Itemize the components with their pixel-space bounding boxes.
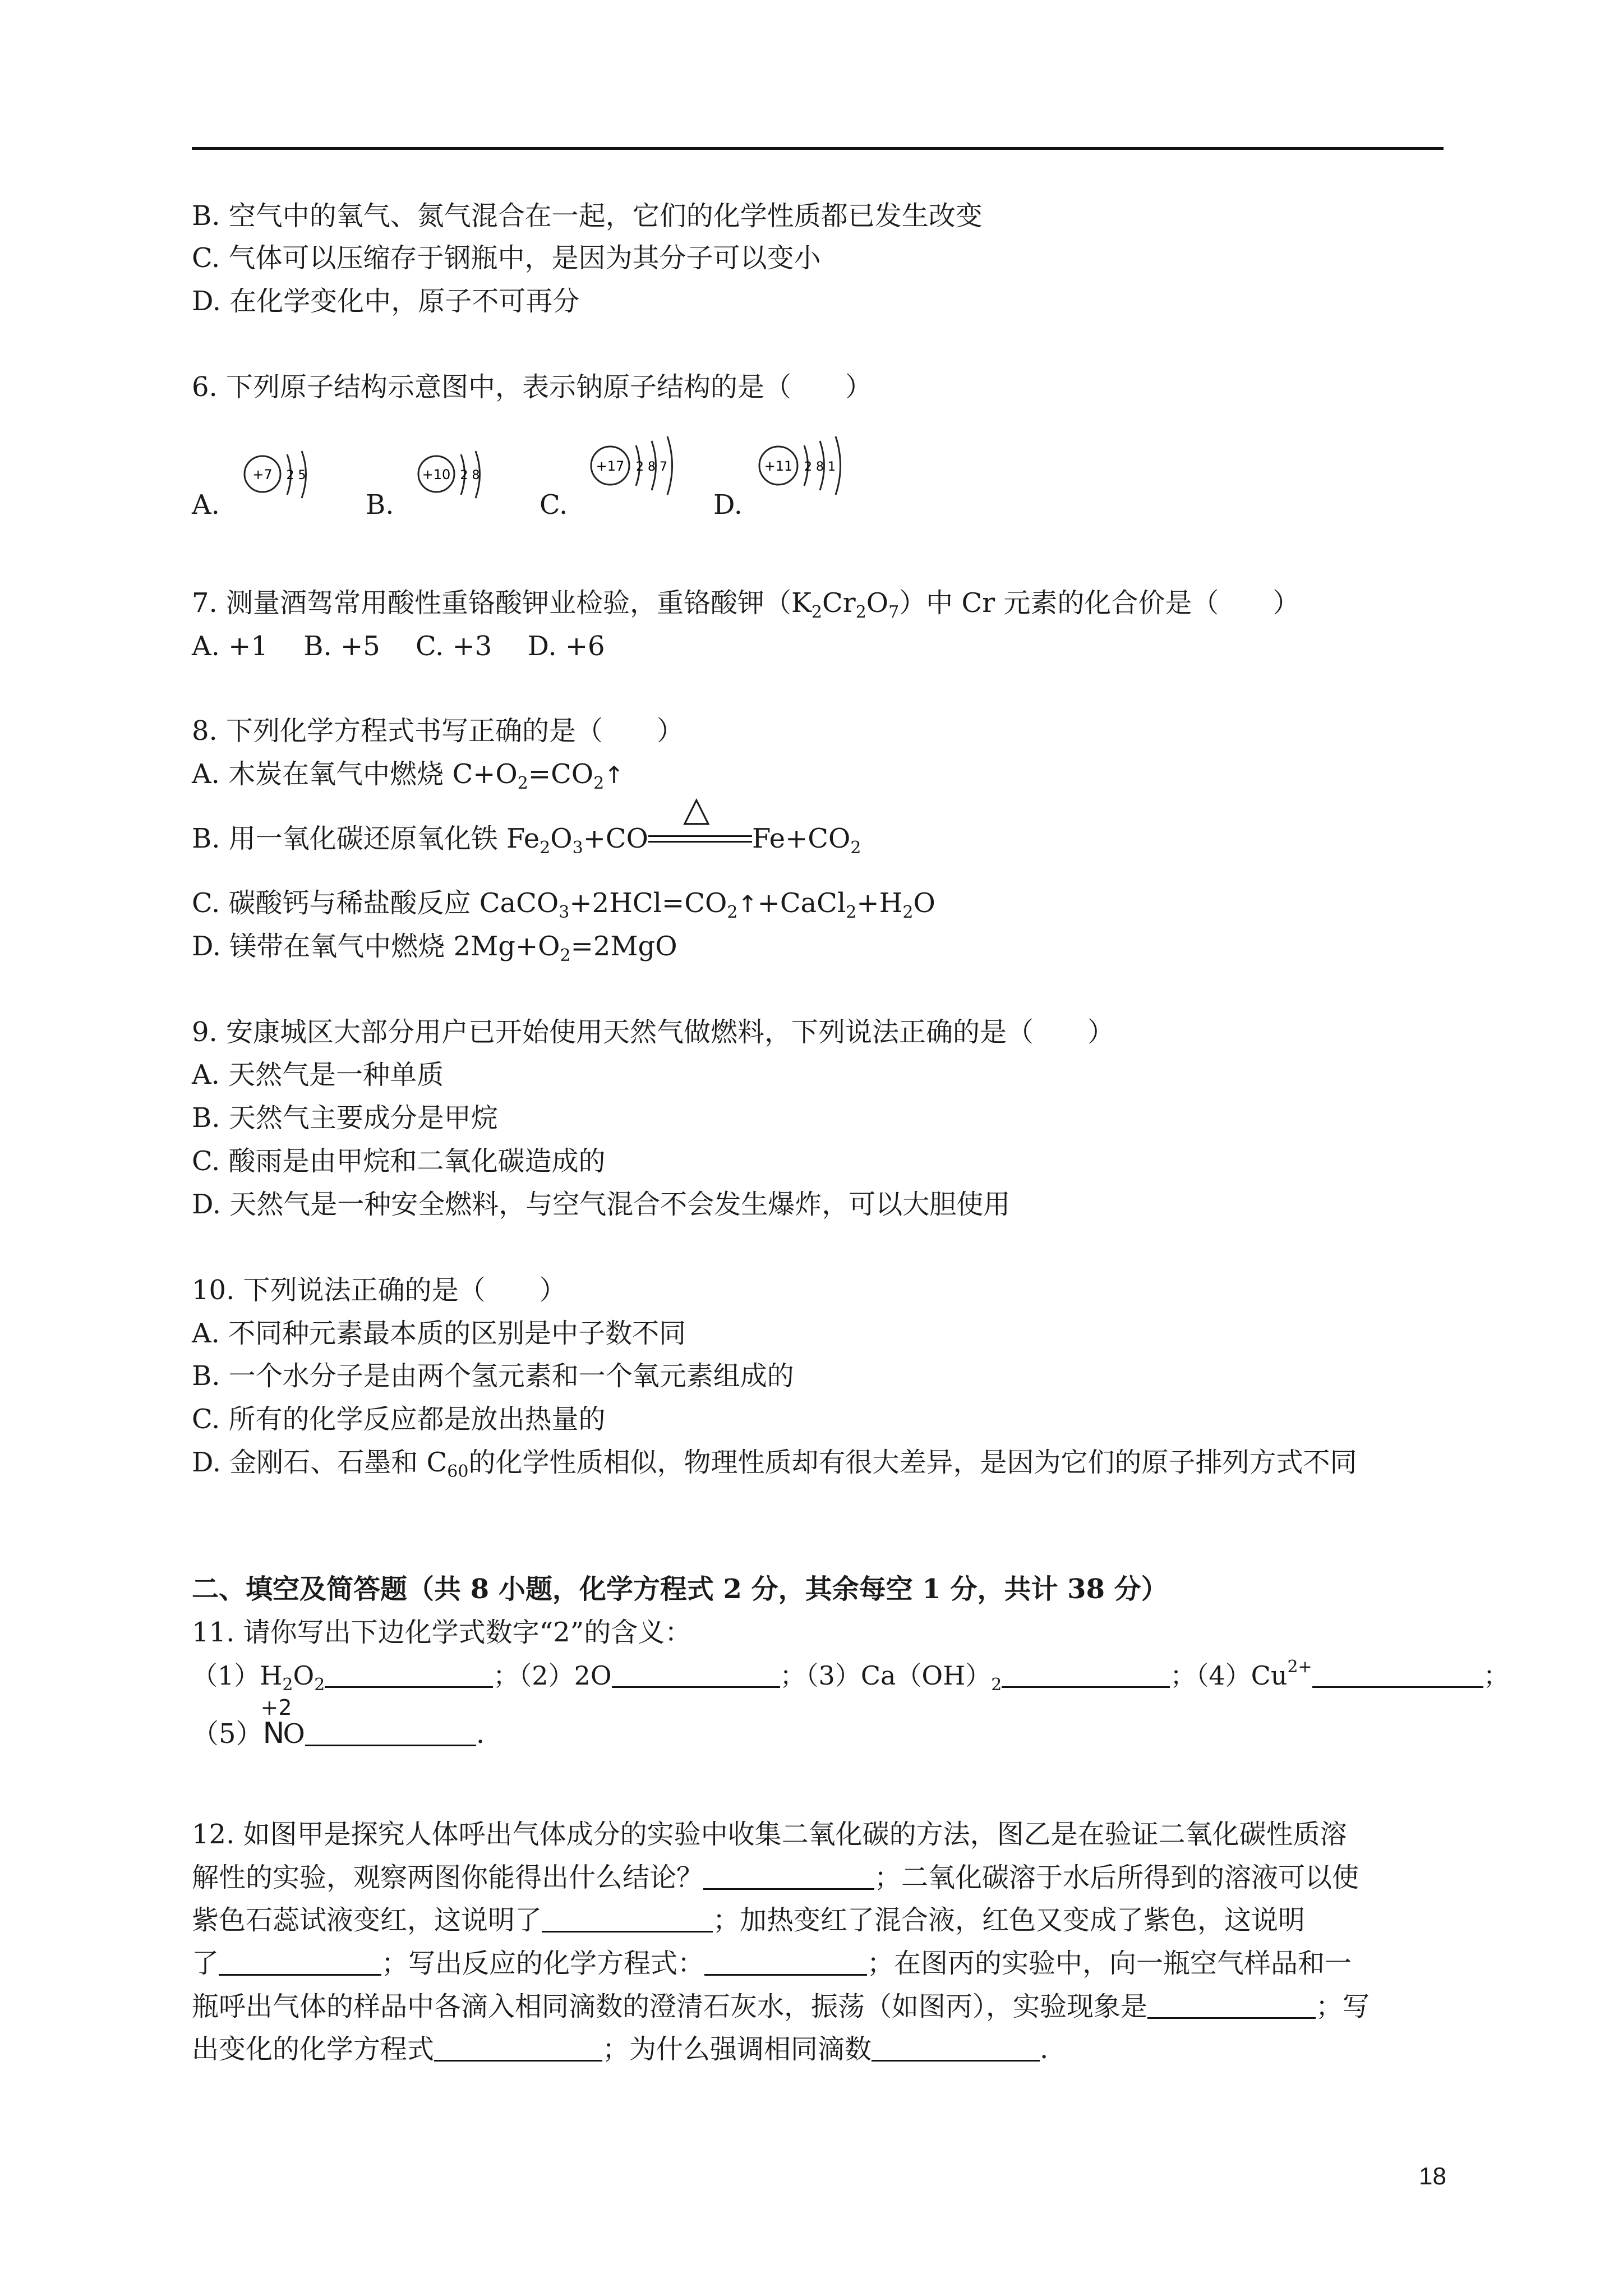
q10-option-b: B. 一个水分子是由两个氢元素和一个氧元素组成的 xyxy=(192,1360,794,1392)
q5-option-b: B. 空气中的氧气、氮气混合在一起，它们的化学性质都已发生改变 xyxy=(192,200,983,232)
q8-option-d: D. 镁带在氧气中燃烧 $2Mg+O_2=2MgO$ xyxy=(192,931,677,965)
q5-option-d: D. 在化学变化中，原子不可再分 xyxy=(192,286,580,317)
q9-option-a: A. 天然气是一种单质 xyxy=(192,1059,444,1091)
q6-option-c-label: C. xyxy=(540,489,568,521)
q11-part-5: （5） +2 NO . xyxy=(192,1695,485,1750)
shells-d: 2 8 1 xyxy=(804,460,836,474)
q8-option-a: A. 木炭在氧气中燃烧 $C+O_2=CO_2↑$ xyxy=(192,758,624,793)
q11-parts-1-4: $(1)H_2O_2$ ；（2）2O ；$(3)Ca(OH)_2$ ；$(4)Cu^{2+}$ ； xyxy=(192,1657,1509,1695)
nucleus-b: +10 xyxy=(422,467,451,482)
blank-10[interactable] xyxy=(1147,1993,1316,2019)
blank-7[interactable] xyxy=(542,1906,713,1932)
blank-12[interactable] xyxy=(872,2035,1040,2062)
q11-stem: 11. 请你写出下边化学式数字“2”的含义： xyxy=(192,1617,692,1648)
q6-option-a-label: A. xyxy=(192,489,220,521)
q12-line-1: 12. 如图甲是探究人体呼出气体成分的实验中收集二氧化碳的方法，图乙是在验证二氧化碳性质溶 xyxy=(192,1819,1347,1850)
q12-line-2: 解性的实验，观察两图你能得出什么结论？ ；二氧化碳溶于水后所得到的溶液可以使 xyxy=(192,1862,1359,1893)
shells-c: 2 8 7 xyxy=(636,460,667,474)
q6-option-b-label: B. xyxy=(366,489,394,521)
q8-option-b: B. 用一氧化碳还原氧化铁 $Fe_2O_3+CO$ △ $Fe+CO_2$ xyxy=(192,788,861,858)
blank-4[interactable] xyxy=(1312,1662,1483,1688)
nucleus-d: +11 xyxy=(764,458,793,474)
blank-1[interactable] xyxy=(325,1662,493,1688)
q10-option-d: D. 金刚石、石墨和 $C_{60}$的化学性质相似，物理性质却有很大差异，是因为它们的原子排列方式不同 xyxy=(192,1447,1357,1481)
q9-option-b: B. 天然气主要成分是甲烷 xyxy=(192,1102,498,1134)
q12-line-6: 出变化的化学方程式 ；为什么强调相同滴数 . xyxy=(192,2033,1049,2065)
q7-options: A. +1 B. +5 C. +3 D. +6 xyxy=(192,631,605,662)
q12-line-5: 瓶呼出气体的样品中各滴入相同滴数的澄清石灰水，振荡（如图丙），实验现象是 ；写 xyxy=(192,1991,1370,2022)
q10-option-c: C. 所有的化学反应都是放出热量的 xyxy=(192,1404,606,1435)
q6-stem: 6. 下列原子结构示意图中，表示钠原子结构的是（ ） xyxy=(192,371,873,403)
shells-a: 2 5 xyxy=(286,468,306,482)
header-rule xyxy=(192,147,1444,150)
gas-arrow-icon: ↑ xyxy=(604,761,624,789)
q12-line-4: 了 ；写出反应的化学方程式： ；在图丙的实验中，向一瓶空气样品和一 xyxy=(192,1948,1352,1979)
blank-6[interactable] xyxy=(703,1864,874,1890)
q9-option-d: D. 天然气是一种安全燃料，与空气混合不会发生爆炸，可以大胆使用 xyxy=(192,1189,1011,1220)
q9-option-c: C. 酸雨是由甲烷和二氧化碳造成的 xyxy=(192,1145,606,1177)
heat-equals-sign xyxy=(648,788,752,850)
atom-diagram-c xyxy=(583,432,707,505)
q5-option-c: C. 气体可以压缩存于钢瓶中，是因为其分子可以变小 xyxy=(192,242,821,274)
q10-option-a: A. 不同种元素最本质的区别是中子数不同 xyxy=(192,1318,686,1349)
blank-2[interactable] xyxy=(612,1662,780,1688)
q7-stem: 7. 测量酒驾常用酸性重铬酸钾业检验，重铬酸钾$(K_2Cr_2O_7)$中 Cr 元素的化合价是（ ） xyxy=(192,587,1300,622)
q8-option-c: C. 碳酸钙与稀盐酸反应 $CaCO_3+2HCl=CO_2↑+CaCl_2+H_2O$ xyxy=(192,887,935,922)
blank-11[interactable] xyxy=(434,2035,602,2062)
nucleus-a: +7 xyxy=(252,467,273,482)
blank-3[interactable] xyxy=(1002,1662,1170,1688)
atom-diagram-a xyxy=(236,443,331,510)
q12-line-3: 紫色石蕊试液变红，这说明了 ；加热变红了混合液，红色又变成了紫色，这说明 xyxy=(192,1904,1306,1936)
atom-diagram-d xyxy=(751,432,875,505)
q6-option-d-label: D. xyxy=(713,489,743,521)
blank-8[interactable] xyxy=(219,1949,381,1976)
atom-diagram-b xyxy=(409,443,505,510)
nucleus-c: +17 xyxy=(596,458,625,474)
page-number: 18 xyxy=(1419,2162,1446,2190)
q10-stem: 10. 下列说法正确的是（ ） xyxy=(192,1274,566,1306)
q8-stem: 8. 下列化学方程式书写正确的是（ ） xyxy=(192,715,684,747)
blank-5[interactable] xyxy=(305,1720,476,1746)
section-title: 二、填空及简答题（共 8 小题，化学方程式 2 分，其余每空 1 分，共计 38 分） xyxy=(192,1573,1168,1605)
delta-icon: △ xyxy=(683,788,710,829)
q9-stem: 9. 安康城区大部分用户已开始使用天然气做燃料，下列说法正确的是（ ） xyxy=(192,1016,1115,1048)
shells-b: 2 8 xyxy=(460,468,480,482)
valence-n: +2 N xyxy=(260,1695,292,1750)
blank-9[interactable] xyxy=(704,1949,867,1976)
